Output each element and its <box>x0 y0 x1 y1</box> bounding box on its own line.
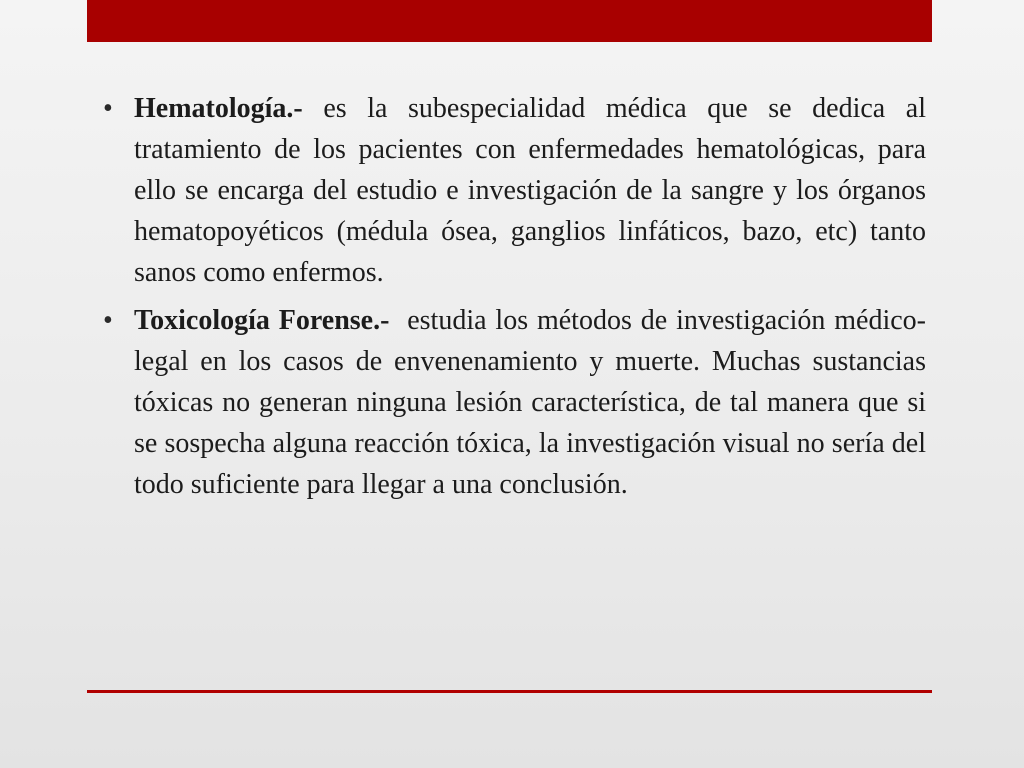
bullet-paragraph <box>134 300 933 505</box>
term-toxicologia: Toxicología Forense.- <box>134 305 390 336</box>
bullet-paragraph <box>134 88 926 293</box>
slide-content <box>103 88 933 512</box>
top-accent-bar <box>87 0 932 42</box>
bullet-icon: • <box>103 305 113 336</box>
bullet-item-toxicologia <box>103 300 933 505</box>
bottom-divider <box>87 690 932 693</box>
term-hematologia: Hematología.- <box>134 93 303 124</box>
bullet-icon: • <box>103 93 113 124</box>
description-toxicologia: estudia los métodos de investigación médico-legal en los casos de envenenamiento y muerte. Muchas sustancias tóxicas no generan ninguna lesión característica, de tal manera que si se sospecha alguna reacción tóxica, la investigación visual no sería del todo suficiente para llegar a una conclusión. <box>134 305 933 500</box>
description-hematologia: es la subespecialidad médica que se dedica al tratamiento de los pacientes con enfermedades hematológicas, para ello se encarga del estudio e investigación de la sangre y los órganos hematopoyéticos (médula ósea, ganglios linfáticos, bazo, etc) tanto sanos como enfermos. <box>134 93 926 288</box>
bullet-item-hematologia <box>103 88 926 293</box>
